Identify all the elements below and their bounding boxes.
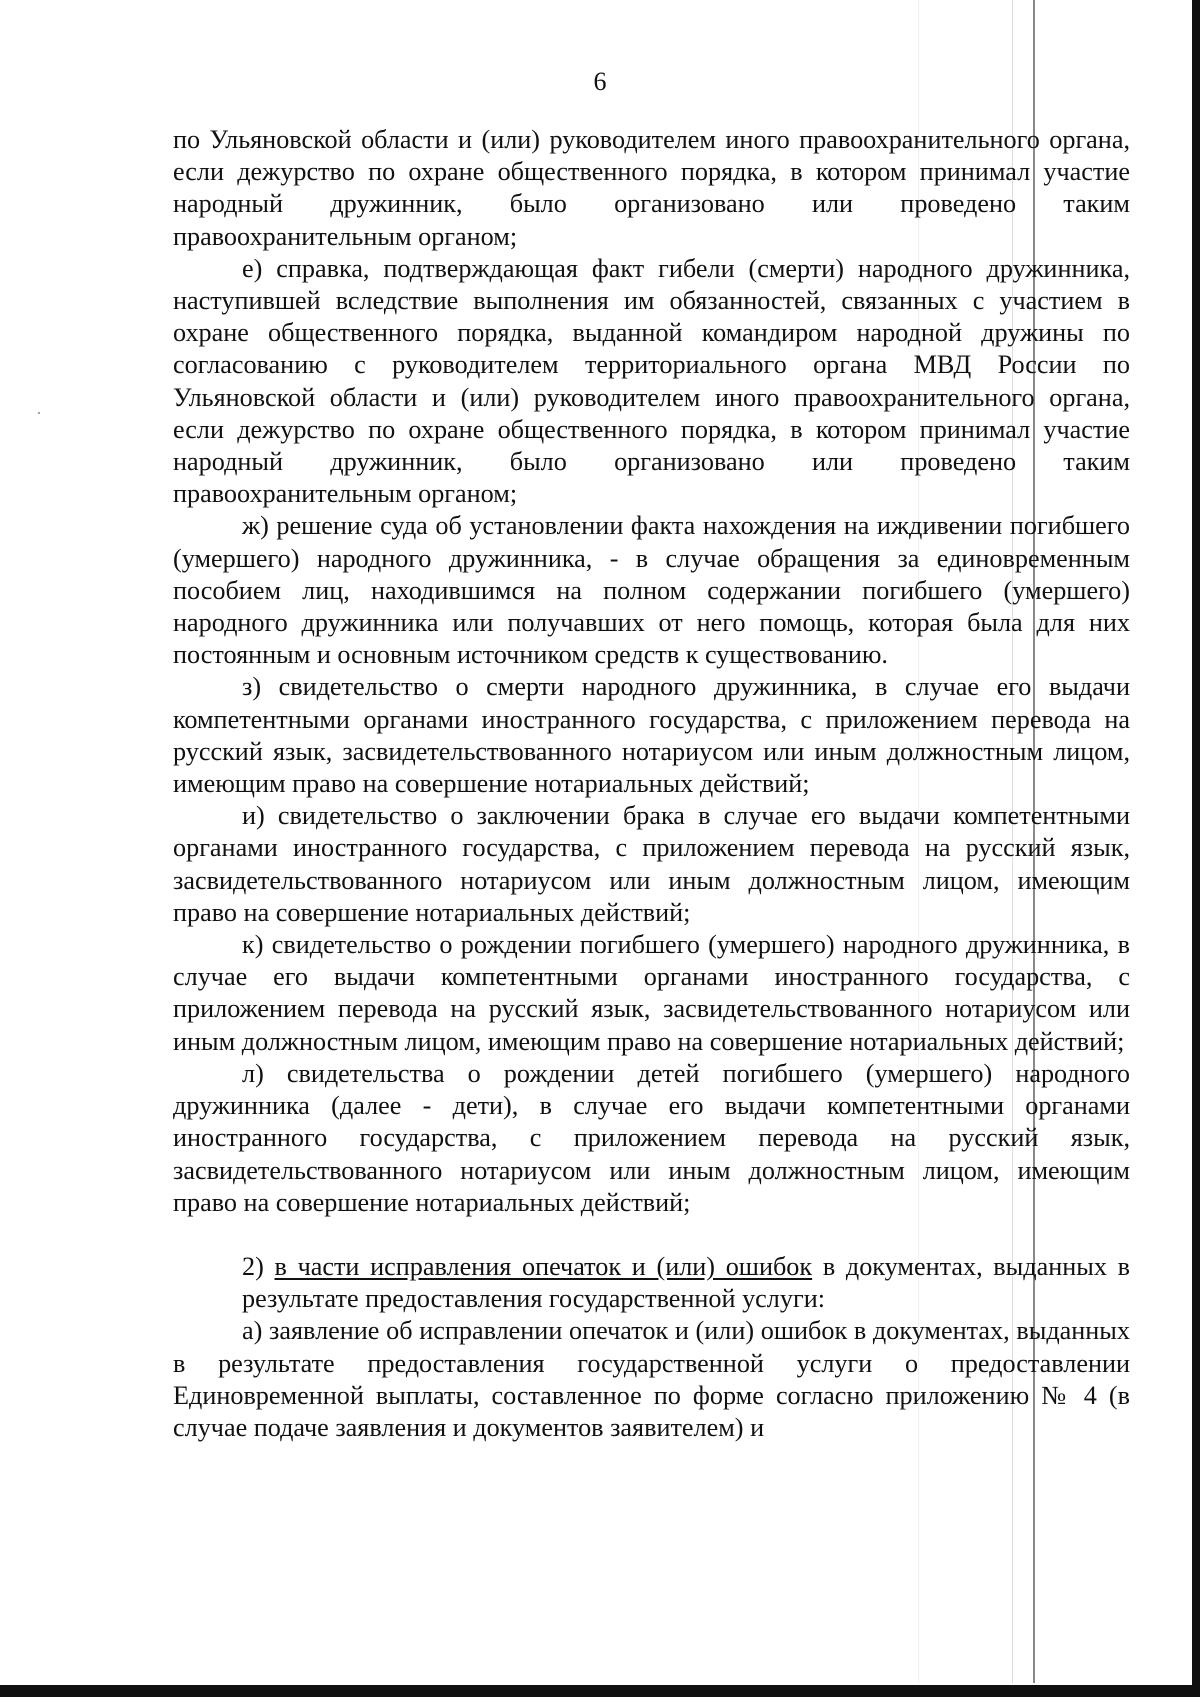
paragraph-continuation: по Ульяновской области и (или) руководителем иного правоохранительного органа, если дежурство по охране общественного порядка, в котором принимал участие народный дружинник, было организовано или проведено таким правоохранительным органом; [173, 125, 1130, 251]
paragraph-item-i: и) свидетельство о заключении брака в случае его выдачи компетентными органами иностранного государства, с приложением перевода на русский язык, засвидетельствованного нотариусом или иным должностным лицом, имеющим право на совершение нотариальных действий; [173, 801, 1130, 927]
scan-border-corner [0, 1685, 22, 1697]
scan-speck [38, 412, 40, 414]
section-2-heading [173, 1251, 1130, 1315]
paragraph-item-zh: ж) решение суда об установлении факта нахождения на иждивении погибшего (умершего) народного дружинника, - в случае обращения за единовременным пособием лиц, находившимся на полном содержании погибшего (умершего) народного дружинника или получавших от него помощь, которая была для них постоянным и основным источником средств к существованию. [173, 511, 1130, 670]
document-body [173, 124, 1130, 1444]
paragraph-item-l: л) свидетельства о рождении детей погибшего (умершего) народного дружинника (далее - дети), в случае его выдачи компетентными органами иностранного государства, с приложением перевода на русский язык, засвидетельствованного нотариусом или иным должностным лицом, имеющим право на совершение нотариальных действий; [173, 1058, 1130, 1217]
scan-border-bottom [22, 1685, 1200, 1697]
paragraph-item-z: з) свидетельство о смерти народного дружинника, в случае его выдачи компетентными органами иностранного государства, с приложением перевода на русский язык, засвидетельствованного нотариусом или иным должностным лицом, имеющим право на совершение нотариальных действий; [173, 672, 1130, 799]
section-2-title-rest: в документах, выданных в результате предоставления государственной услуги: [242, 1251, 1130, 1314]
paragraph-item-k: к) свидетельство о рождении погибшего (умершего) народного дружинника, в случае его выдачи компетентными органами иностранного государства, с приложением перевода на русский язык, засвидетельствованного нотариусом или иным должностным лицом, имеющим право на совершение нотариальных действий; [173, 930, 1130, 1056]
page-number: 6 [593, 67, 607, 96]
section-2-underlined-title: в части исправления опечаток и (или) ошибок [274, 1251, 813, 1281]
paragraph-item-e: е) справка, подтверждающая факт гибели (смерти) народного дружинника, наступившей вследствие выполнения им обязанностей, связанных с участием в охране общественного порядка, выданной командиром народной дружины по согласованию с руководителем территориального органа МВД России по Ульяновской области и (или) руководителем иного правоохранительного органа, если дежурство по охране общественного порядка, в котором принимал участие народный дружинник, было организовано или проведено таким правоохранительным органом; [173, 253, 1130, 509]
paragraph-item-a: а) заявление об исправлении опечаток и (или) ошибок в документах, выданных в результате предоставления государственной услуги о предоставлении Единовременной выплаты, составленное по форме согласно приложению № 4 (в случае подаче заявления и документов заявителем) и [173, 1316, 1130, 1442]
section-2-number: 2) [242, 1251, 275, 1281]
paragraph-gap [173, 1219, 1130, 1251]
scan-border-right [1192, 0, 1200, 1697]
